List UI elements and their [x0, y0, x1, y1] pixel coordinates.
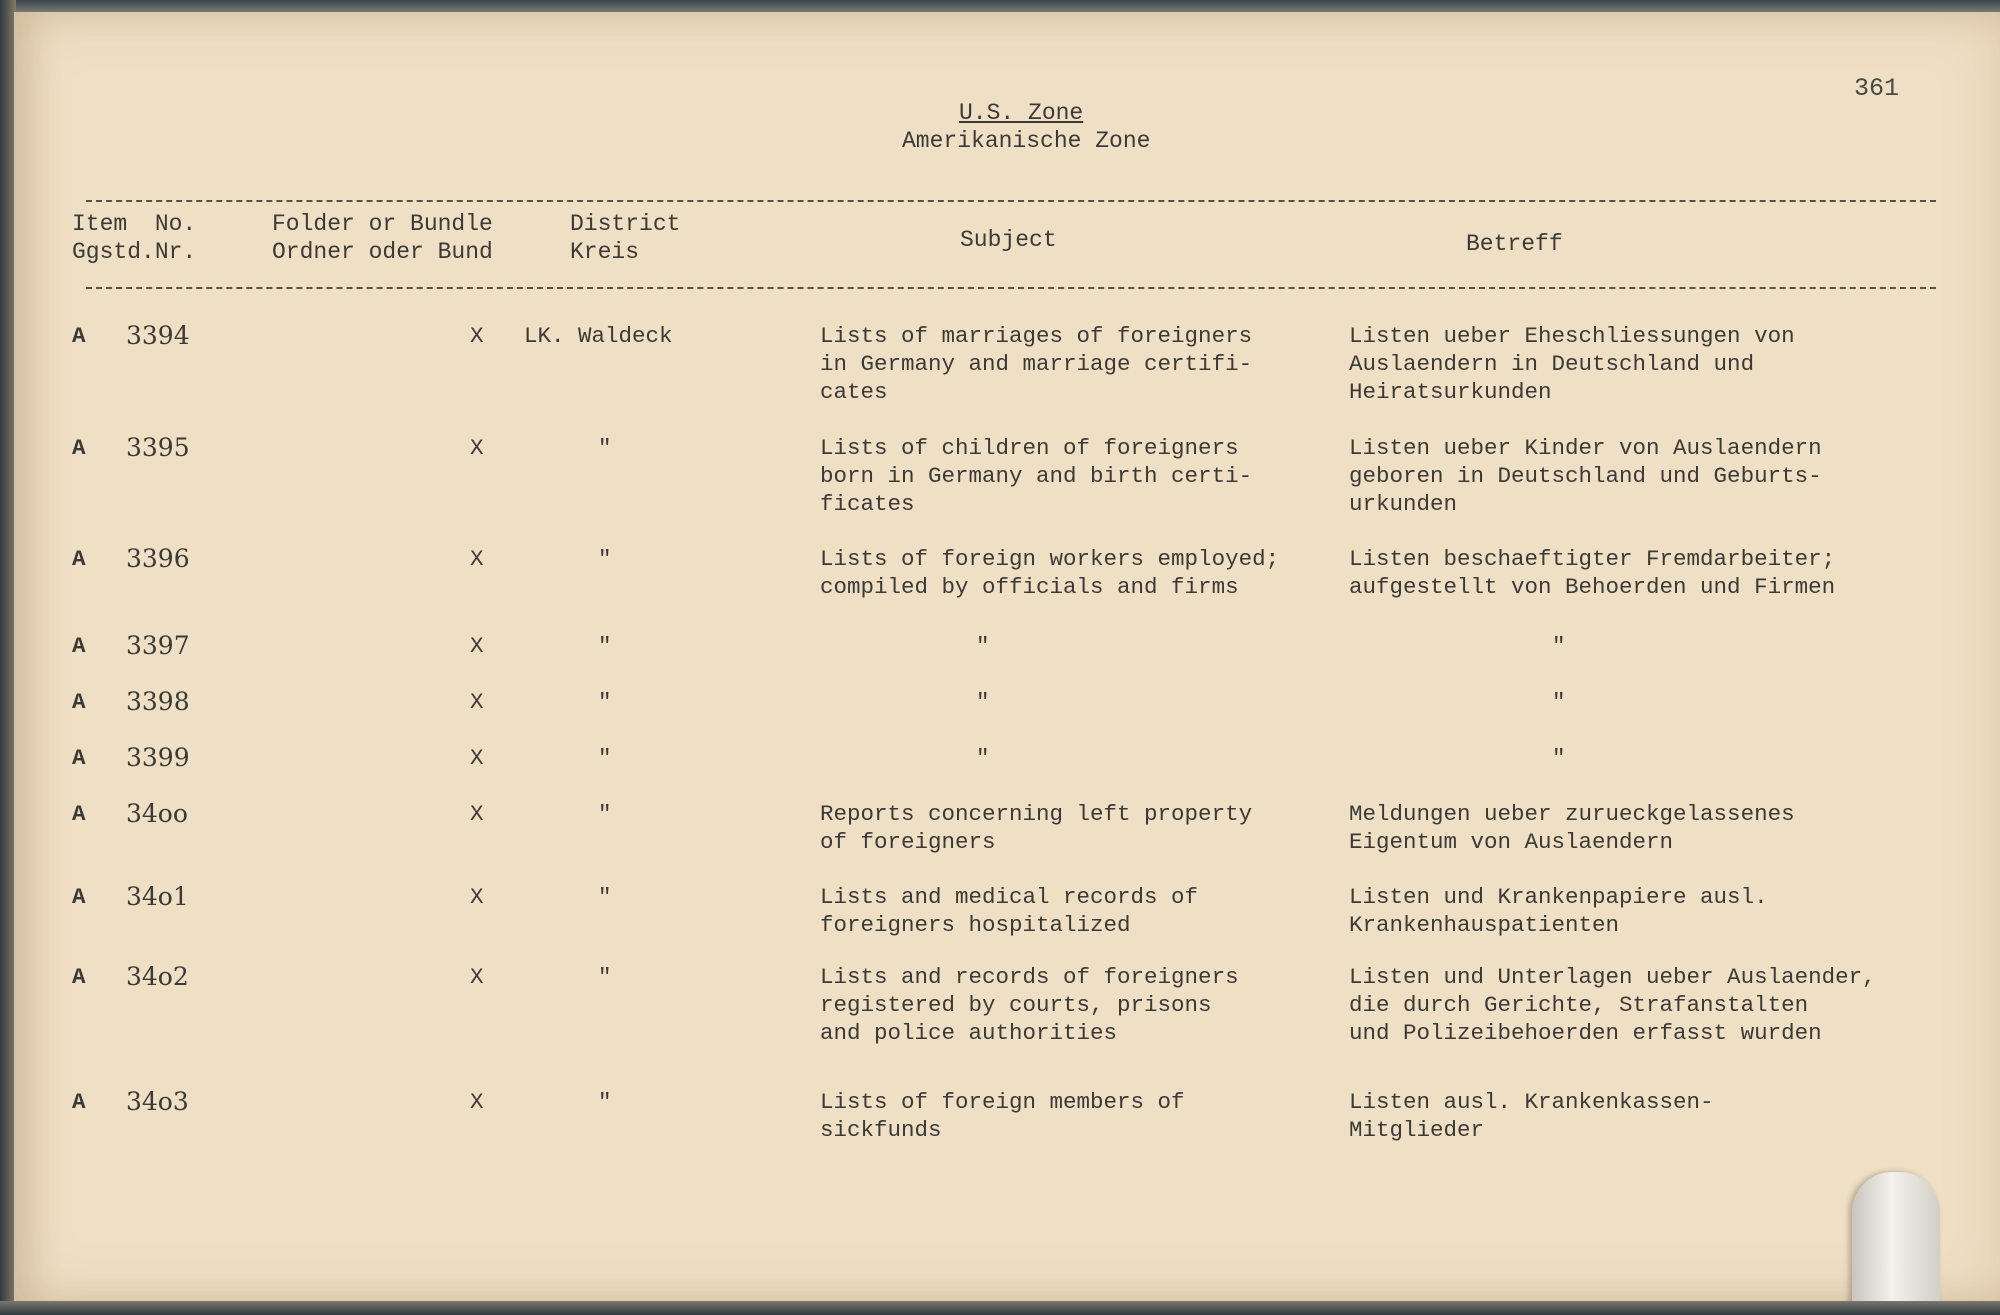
- subject-cell: Lists of marriages of foreigners in Germany and marriage certifi- cates: [820, 323, 1253, 405]
- item-letter: A: [72, 884, 86, 910]
- betreff-cell: Listen ueber Eheschliessungen von Auslaendern in Deutschland und Heiratsurkunden: [1349, 323, 1795, 405]
- folder-mark: X: [470, 884, 484, 910]
- item-number: 34o1: [126, 882, 189, 911]
- folder-mark: X: [470, 964, 484, 990]
- page-number: 361: [1854, 74, 1900, 103]
- betreff-cell: Listen beschaeftigter Fremdarbeiter; aufgestellt von Behoerden und Firmen: [1349, 546, 1836, 600]
- district-cell: ": [598, 689, 612, 715]
- district-cell: ": [598, 633, 612, 659]
- district-cell: ": [598, 745, 612, 771]
- column-header-item: Item No. Ggstd.Nr.: [72, 211, 197, 265]
- item-letter: A: [72, 1089, 86, 1115]
- folder-mark: X: [470, 546, 484, 572]
- district-cell: ": [598, 964, 612, 990]
- folder-mark: X: [470, 435, 484, 461]
- folder-mark: X: [470, 801, 484, 827]
- column-header-district: District Kreis: [570, 211, 681, 265]
- district-cell: ": [598, 546, 612, 572]
- subject-cell: ": [976, 633, 990, 659]
- scan-bottom-edge: [0, 1301, 2000, 1315]
- subject-cell: Lists of children of foreigners born in Germany and birth certi- ficates: [820, 435, 1253, 517]
- betreff-cell: ": [1552, 633, 1566, 659]
- item-number: 3397: [126, 631, 190, 660]
- item-letter: A: [72, 323, 86, 349]
- header-bottom-rule: [86, 287, 1936, 289]
- subject-cell: ": [976, 689, 990, 715]
- document-page: [14, 12, 2000, 1302]
- item-letter: A: [72, 689, 86, 715]
- item-number: 34o3: [126, 1087, 189, 1116]
- item-number: 3395: [126, 433, 190, 462]
- district-cell: ": [598, 435, 612, 461]
- column-header-betreff: Betreff: [1466, 231, 1563, 257]
- betreff-cell: ": [1552, 745, 1566, 771]
- item-number: 3394: [126, 321, 190, 350]
- page-clip: [1852, 1172, 1940, 1315]
- district-cell: ": [598, 801, 612, 827]
- folder-mark: X: [470, 633, 484, 659]
- item-letter: A: [72, 633, 86, 659]
- betreff-cell: ": [1552, 689, 1566, 715]
- district-cell: ": [598, 1089, 612, 1115]
- subject-cell: Lists and medical records of foreigners hospitalized: [820, 884, 1199, 938]
- betreff-cell: Listen ausl. Krankenkassen- Mitglieder: [1349, 1089, 1714, 1143]
- subject-cell: Lists of foreign members of sickfunds: [820, 1089, 1185, 1143]
- item-number: 34oo: [126, 799, 188, 828]
- subject-cell: Lists of foreign workers employed; compiled by officials and firms: [820, 546, 1280, 600]
- item-number: 34o2: [126, 962, 189, 991]
- folder-mark: X: [470, 689, 484, 715]
- betreff-cell: Listen und Unterlagen ueber Auslaender, die durch Gerichte, Strafanstalten und Polizeibehoerden erfasst wurden: [1349, 964, 1876, 1046]
- item-letter: A: [72, 435, 86, 461]
- item-number: 3396: [126, 544, 190, 573]
- betreff-cell: Listen und Krankenpapiere ausl. Krankenhauspatienten: [1349, 884, 1768, 938]
- column-header-folder: Folder or Bundle Ordner oder Bund: [272, 211, 493, 265]
- item-letter: A: [72, 964, 86, 990]
- item-letter: A: [72, 801, 86, 827]
- header-top-rule: [86, 200, 1936, 202]
- district-cell: LK. Waldeck: [524, 323, 673, 349]
- item-letter: A: [72, 745, 86, 771]
- item-letter: A: [72, 546, 86, 572]
- subject-cell: Reports concerning left property of foreigners: [820, 801, 1253, 855]
- folder-mark: X: [470, 745, 484, 771]
- item-number: 3399: [126, 743, 190, 772]
- column-header-subject: Subject: [960, 227, 1057, 253]
- district-cell: ": [598, 884, 612, 910]
- subject-cell: ": [976, 745, 990, 771]
- betreff-cell: Listen ueber Kinder von Auslaendern geboren in Deutschland und Geburts- urkunden: [1349, 435, 1822, 517]
- zone-title-english: U.S. Zone: [959, 100, 1084, 126]
- item-number: 3398: [126, 687, 190, 716]
- zone-title-german: Amerikanische Zone: [902, 128, 1151, 154]
- subject-cell: Lists and records of foreigners registered by courts, prisons and police authorities: [820, 964, 1239, 1046]
- folder-mark: X: [470, 1089, 484, 1115]
- betreff-cell: Meldungen ueber zurueckgelassenes Eigentum von Auslaendern: [1349, 801, 1795, 855]
- folder-mark: X: [470, 323, 484, 349]
